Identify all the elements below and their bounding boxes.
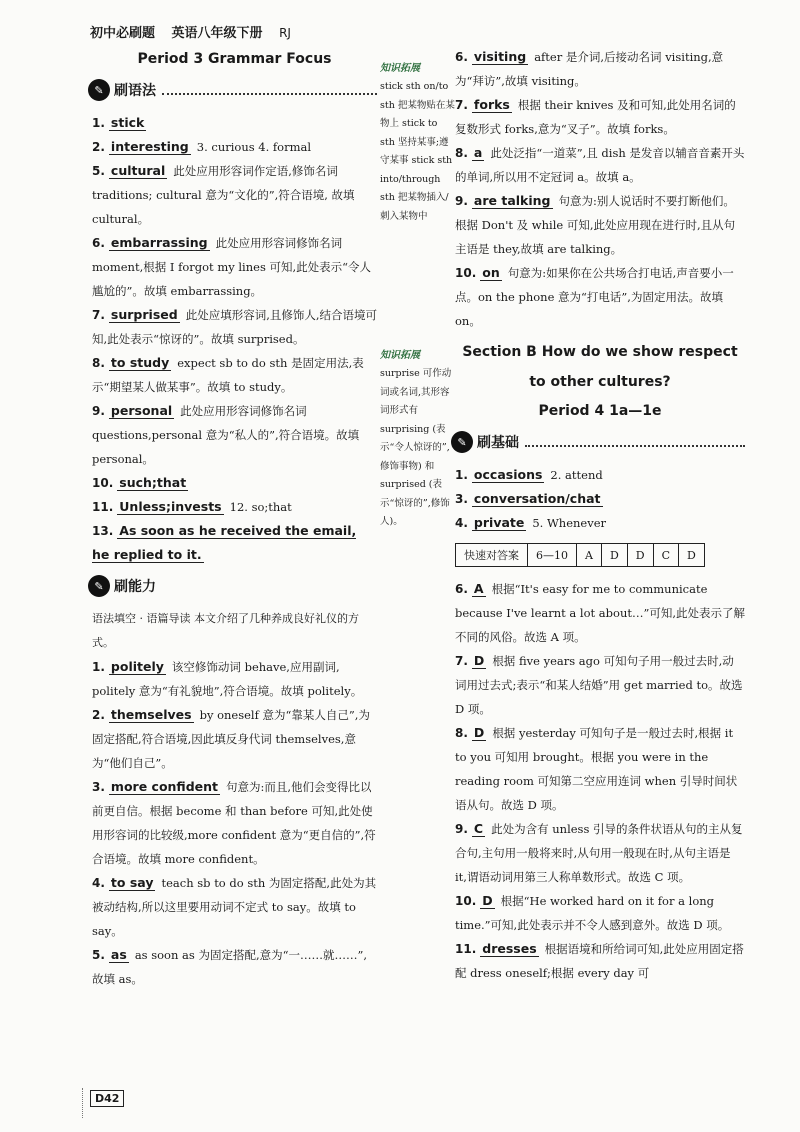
margin-dots bbox=[60, 1088, 83, 1118]
pencil-icon: ✎ bbox=[88, 575, 110, 597]
item-answer: forks bbox=[473, 97, 510, 112]
item-explanation: 此处泛指“一道菜”,且 dish 是发音以辅音音素开头的单词,所以用不定冠词 a。故填 a。 bbox=[455, 146, 745, 184]
answer-item bbox=[92, 159, 377, 231]
badge-label: 刷基础 bbox=[477, 435, 519, 451]
item-number: 4. bbox=[92, 876, 105, 890]
item-answer: occasions bbox=[473, 467, 543, 482]
item-answer: on bbox=[482, 265, 500, 280]
item-answer: personal bbox=[110, 403, 173, 418]
item-answer: surprised bbox=[110, 307, 178, 322]
item-answer: D bbox=[473, 725, 485, 740]
item-explanation: 句意为:而且,他们会变得比以前更自信。根据 become 和 than before 可知,此处使用形容词的比较级,more confident 意为“更自信的”,符合语境。故填 more confident。 bbox=[92, 780, 376, 866]
answer-item bbox=[455, 511, 745, 535]
item-explanation: 2. attend bbox=[550, 468, 603, 482]
item-number: 2. bbox=[92, 708, 105, 722]
item-answer: cultural bbox=[110, 163, 166, 178]
quick-answer-cell: D bbox=[627, 544, 653, 567]
edition-label: RJ bbox=[279, 26, 291, 40]
item-answer: C bbox=[473, 821, 484, 836]
answer-item bbox=[92, 943, 377, 991]
item-number: 7. bbox=[92, 308, 105, 322]
item-explanation: 句意为:如果你在公共场合打电话,声音要小一点。on the phone 意为“打电话”,为固定用法。故填 on。 bbox=[455, 266, 734, 328]
item-number: 3. bbox=[455, 492, 468, 506]
answer-item bbox=[92, 655, 377, 703]
item-explanation: 此处为含有 unless 引导的条件状语从句的主从复合句,主句用一般将来时,从句用一般现在时,从句主语是 it,谓语动词用第三人称单数形式。故选 C 项。 bbox=[455, 822, 743, 884]
item-explanation: as soon as 为固定搭配,意为“一……就……”,故填 as。 bbox=[92, 948, 368, 986]
item-number: 8. bbox=[455, 726, 468, 740]
quick-answer-table bbox=[455, 543, 705, 567]
item-explanation: 句意为:别人说话时不要打断他们。根据 Don't 及 while 可知,此处应用现在进行时,且从句主语是 they,故填 are talking。 bbox=[455, 194, 736, 256]
item-answer: D bbox=[473, 653, 485, 668]
quick-label: 快速对答案 bbox=[456, 544, 528, 567]
grade-title: 英语八年级下册 bbox=[171, 26, 263, 41]
item-answer: embarrassing bbox=[110, 235, 208, 250]
item-number: 1. bbox=[92, 660, 105, 674]
detail-list bbox=[455, 577, 745, 985]
item-explanation: 此处应用形容词修饰名词 questions,personal 意为“私人的”,符合语境。故填 personal。 bbox=[92, 404, 360, 466]
badge-label: 刷能力 bbox=[114, 579, 156, 595]
quick-answer-cell: A bbox=[577, 544, 602, 567]
answer-item bbox=[455, 889, 745, 937]
item-explanation: 此处应用形容词作定语,修饰名词 traditions; cultural 意为“文化的”,符合语境, 故填 cultural。 bbox=[92, 164, 355, 226]
pencil-icon: ✎ bbox=[88, 79, 110, 101]
item-answer: a bbox=[473, 145, 483, 160]
item-answer: dresses bbox=[482, 941, 537, 956]
item-explanation: 该空修饰动词 behave,应用副词, politely 意为“有礼貌地”,符合语境。故填 politely。 bbox=[92, 660, 363, 698]
answer-item bbox=[92, 351, 377, 399]
item-number: 5. bbox=[92, 948, 105, 962]
item-number: 1. bbox=[455, 468, 468, 482]
answer-item bbox=[455, 577, 745, 649]
answer-list-continued bbox=[455, 45, 745, 333]
side-notes bbox=[380, 45, 455, 532]
item-number: 9. bbox=[455, 822, 468, 836]
answer-item bbox=[455, 937, 745, 985]
answer-item bbox=[455, 817, 745, 889]
badge-label: 刷语法 bbox=[114, 83, 156, 99]
item-answer: to say bbox=[110, 875, 154, 890]
item-number: 6. bbox=[92, 236, 105, 250]
item-number: 3. bbox=[92, 780, 105, 794]
item-number: 9. bbox=[455, 194, 468, 208]
item-answer: D bbox=[482, 893, 493, 908]
item-number: 2. bbox=[92, 140, 105, 154]
answer-item bbox=[92, 231, 377, 303]
answer-item bbox=[455, 93, 745, 141]
item-explanation: 根据 their knives 及和可知,此处用名词的复数形式 forks,意为“叉子”。故填 forks。 bbox=[455, 98, 736, 136]
item-explanation: 根据“He worked hard on it for a long time.”可知,此处表示并不令人感到意外。故选 D 项。 bbox=[455, 894, 730, 932]
item-explanation: 此处应填形容词,且修饰人,结合语境可知,此处表示“惊讶的”。故填 surprised。 bbox=[92, 308, 378, 346]
answer-item bbox=[92, 495, 377, 519]
item-explanation: 根据“It's easy for me to communicate because I've learnt a lot about…”可知,此处表示了解不同的风俗。故选 A 项。 bbox=[455, 582, 746, 644]
item-answer: interesting bbox=[110, 139, 189, 154]
item-explanation: by oneself 意为“靠某人自己”,为固定搭配,符合语境,因此填反身代词 themselves,意为“他们自己”。 bbox=[92, 708, 370, 770]
item-number: 1. bbox=[92, 116, 105, 130]
answer-item bbox=[92, 399, 377, 471]
answer-item bbox=[92, 135, 377, 159]
ability-list bbox=[92, 655, 377, 991]
item-explanation: 根据 five years ago 可知句子用一般过去时,动词用过去式;表示“和某人结婚”用 get married to。故选 D 项。 bbox=[455, 654, 743, 716]
item-answer: politely bbox=[110, 659, 164, 674]
left-column bbox=[92, 45, 377, 991]
knowledge-tag: 知识拓展 bbox=[380, 350, 420, 361]
item-answer: stick bbox=[110, 115, 145, 130]
grammar-list bbox=[92, 111, 377, 567]
item-explanation: 12. so;that bbox=[229, 500, 292, 514]
answer-item bbox=[92, 303, 377, 351]
item-answer: such;that bbox=[119, 475, 187, 490]
item-explanation: after 是介词,后接动名词 visiting,意为“拜访”,故填 visiting。 bbox=[455, 50, 724, 88]
item-number: 9. bbox=[92, 404, 105, 418]
item-explanation: expect sb to do sth 是固定用法,表示“期望某人做某事”。故填 to study。 bbox=[92, 356, 364, 394]
answer-item bbox=[455, 463, 745, 487]
item-answer: themselves bbox=[110, 707, 192, 722]
quick-answer-cell: C bbox=[653, 544, 678, 567]
item-number: 8. bbox=[92, 356, 105, 370]
page-header bbox=[90, 22, 303, 41]
item-explanation: 此处应用形容词修饰名词 moment,根据 I forgot my lines 可知,此处表示“令人尴尬的”。故填 embarrassing。 bbox=[92, 236, 372, 298]
item-answer: As soon as he received the email, he replied to it. bbox=[92, 523, 357, 562]
answer-item bbox=[455, 721, 745, 817]
item-answer: as bbox=[110, 947, 127, 962]
quick-answer-cell: D bbox=[601, 544, 627, 567]
item-number: 4. bbox=[455, 516, 468, 530]
period4-title: Period 4 1a—1e bbox=[538, 403, 662, 419]
knowledge-tag: 知识拓展 bbox=[380, 63, 420, 74]
item-number: 11. bbox=[455, 942, 477, 956]
item-answer: to study bbox=[110, 355, 170, 370]
item-answer: A bbox=[473, 581, 484, 596]
badge-grammar bbox=[88, 79, 377, 101]
quick-range: 6—10 bbox=[528, 544, 577, 567]
item-number: 6. bbox=[455, 582, 468, 596]
badge-basic bbox=[451, 431, 745, 453]
answer-item bbox=[455, 649, 745, 721]
knowledge-note: stick sth on/to sth 把某物贴在某物上 stick to sth 坚持某事;遵守某事 stick sth into/through sth 把某物插入/刺入某物中 bbox=[380, 81, 455, 222]
quick-answer-cell: D bbox=[679, 544, 705, 567]
item-answer: conversation/chat bbox=[473, 491, 601, 506]
item-explanation: 3. curious 4. formal bbox=[196, 140, 312, 154]
item-number: 10. bbox=[455, 266, 477, 280]
item-number: 6. bbox=[455, 50, 468, 64]
answer-item bbox=[455, 189, 745, 261]
dotted-divider bbox=[162, 85, 377, 95]
item-explanation: 5. Whenever bbox=[532, 516, 607, 530]
item-number: 7. bbox=[455, 98, 468, 112]
answer-item bbox=[92, 519, 377, 567]
item-number: 10. bbox=[455, 894, 477, 908]
section-title: Section B How do we show respect to other cultures? bbox=[462, 344, 738, 390]
item-number: 13. bbox=[92, 524, 114, 538]
answer-item bbox=[92, 775, 377, 871]
answer-item bbox=[92, 703, 377, 775]
dotted-divider bbox=[525, 437, 745, 447]
answer-item bbox=[92, 471, 377, 495]
answer-item bbox=[455, 261, 745, 333]
item-number: 8. bbox=[455, 146, 468, 160]
item-answer: more confident bbox=[110, 779, 218, 794]
item-explanation: 根据语境和所给词可知,此处应用固定搭配 dress oneself;根据 every day 可 bbox=[455, 942, 744, 980]
basic-list bbox=[455, 463, 745, 535]
knowledge-note: surprise 可作动词或名词,其形容词形式有 surprising (表示“令人惊讶的”,修饰事物) 和 surprised (表示“惊讶的”,修饰人)。 bbox=[380, 368, 452, 527]
pencil-icon: ✎ bbox=[451, 431, 473, 453]
right-column bbox=[455, 45, 745, 985]
answer-item bbox=[455, 141, 745, 189]
answer-item bbox=[92, 871, 377, 943]
book-title: 初中必刷题 bbox=[90, 26, 156, 41]
item-number: 11. bbox=[92, 500, 114, 514]
item-answer: visiting bbox=[473, 49, 527, 64]
item-explanation: 根据 yesterday 可知句子是一般过去时,根据 it to you 可知用 brought。根据 you were in the reading room 可知第二空应用连词 when 引导时间状语从句。故选 D 项。 bbox=[455, 726, 738, 812]
item-number: 5. bbox=[92, 164, 105, 178]
item-answer: Unless;invests bbox=[119, 499, 222, 514]
answer-item bbox=[92, 111, 377, 135]
period3-title: Period 3 Grammar Focus bbox=[137, 51, 332, 67]
item-number: 10. bbox=[92, 476, 114, 490]
item-explanation: teach sb to do sth 为固定搭配,此处为其被动结构,所以这里要用动词不定式 to say。故填 to say。 bbox=[92, 876, 377, 938]
answer-item bbox=[455, 45, 745, 93]
passage-lead: 语法填空 · 语篇导读 本文介绍了几种养成良好礼仪的方式。 bbox=[92, 612, 359, 649]
item-answer: private bbox=[473, 515, 525, 530]
item-number: 7. bbox=[455, 654, 468, 668]
badge-ability bbox=[88, 575, 377, 597]
item-answer: are talking bbox=[473, 193, 551, 208]
answer-item bbox=[455, 487, 745, 511]
page-number: D42 bbox=[90, 1090, 124, 1107]
